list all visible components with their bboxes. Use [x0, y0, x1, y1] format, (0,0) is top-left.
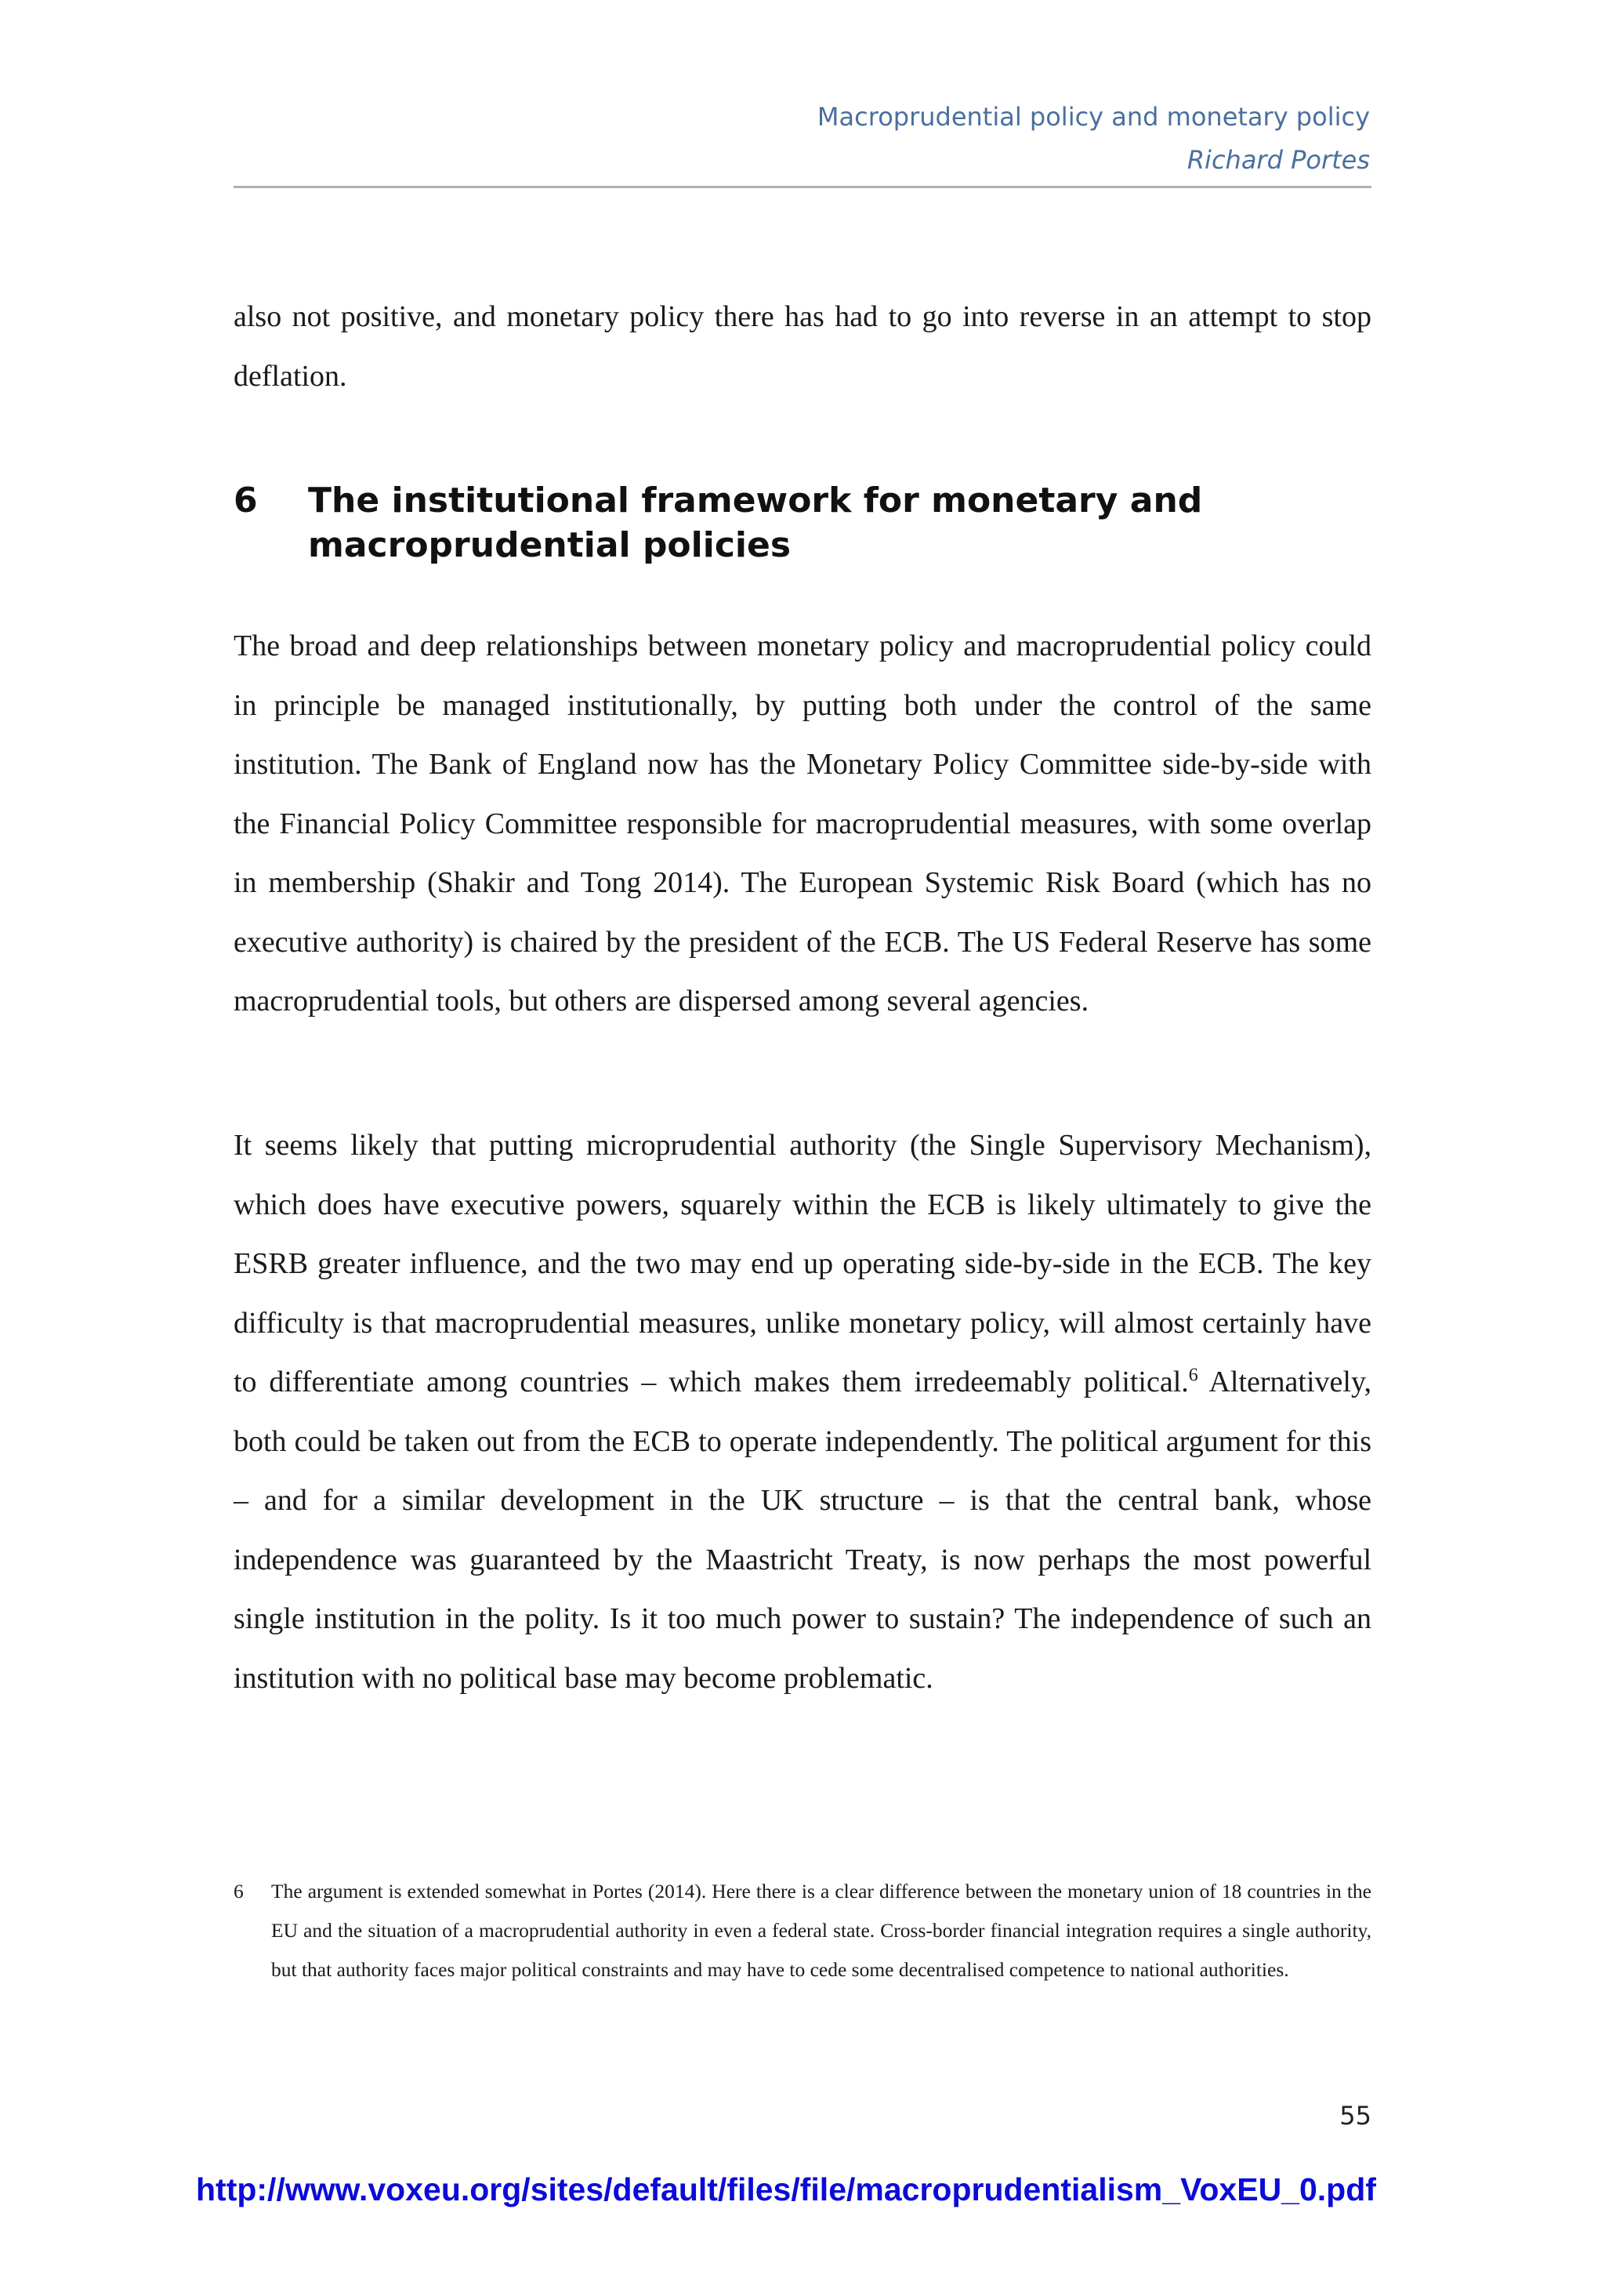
- footnote: [234, 1872, 1371, 1990]
- footnote-number: 6: [234, 1880, 244, 1902]
- page-number: 55: [1339, 2101, 1371, 2131]
- header-divider: [234, 186, 1371, 188]
- section-title: The institutional framework for monetary and macroprudential policies: [308, 481, 1203, 565]
- footnote-reference[interactable]: 6: [1188, 1365, 1198, 1386]
- paragraph-continuation: also not positive, and monetary policy there has had to go into reverse in an attempt to stop deflation.: [234, 300, 1371, 393]
- source-url-link[interactable]: http://www.voxeu.org/sites/default/files/file/macroprudentialism_VoxEU_0.pdf: [196, 2171, 1376, 2207]
- running-head: [817, 96, 1370, 182]
- running-head-author: Richard Portes: [1187, 145, 1370, 175]
- section-number: 6: [234, 481, 258, 520]
- paragraph-ecb: [234, 1116, 1371, 1708]
- paragraph-institutional: The broad and deep relationships between monetary policy and macroprudential policy could in principle be managed institutionally, by putting both under the control of the same institution. The Bank of England now has the Monetary Policy Committee side-by-side with the Financial Policy Committee responsible for macroprudential measures, with some overlap in membership (Shakir and Tong 2014). The European Systemic Risk Board (which has no executive authority) is chaired by the president of the ECB. The US Federal Reserve has some macroprudential tools, but others are dispersed among several agencies.: [234, 629, 1371, 1017]
- paragraph-ecb-part2: Alternatively, both could be taken out from the ECB to operate independently. The political argument for this – and for a similar development in the UK structure – is that the central bank, whose independence was guaranteed by the Maastricht Treaty, is now perhaps the most powerful single institution in the polity. Is it too much power to sustain? The independence of such an institution with no political base may become problematic.: [234, 1366, 1371, 1695]
- footnote-text: The argument is extended somewhat in Portes (2014). Here there is a clear difference between the monetary union of 18 countries in the EU and the situation of a macroprudential authority in even a federal state. Cross-border financial integration requires a single authority, but that authority faces major political constraints and may have to cede some decentralised competence to national authorities.: [271, 1880, 1371, 1981]
- paragraph-ecb-part1: It seems likely that putting microprudential authority (the Single Supervisory Mechanism), which does have executive powers, squarely within the ECB is likely ultimately to give the ESRB greater influence, and the two may end up operating side-by-side in the ECB. The key difficulty is that macroprudential measures, unlike monetary policy, will almost certainly have to differentiate among countries – which makes them irredeemably political.: [234, 1129, 1371, 1398]
- running-head-title: Macroprudential policy and monetary policy: [817, 102, 1370, 132]
